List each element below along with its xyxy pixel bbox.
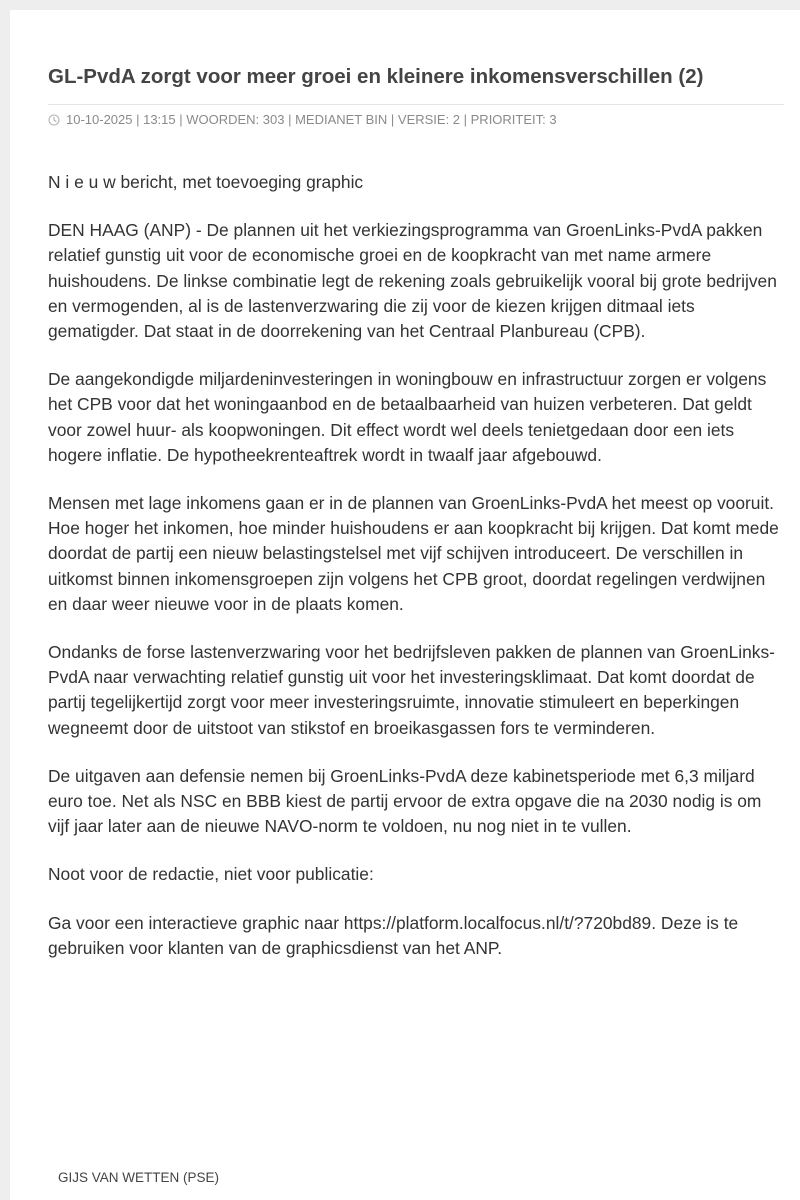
paragraph: De uitgaven aan defensie nemen bij GroenLinks-PvdA deze kabinetsperiode met 6,3 miljard euro toe. Net als NSC en BBB kiest de partij ervoor de extra opgave die na 2030 nodig is om vijf jaar later aan de nieuwe NAVO-norm te voldoen, nu nog niet in te vullen. [48, 765, 762, 837]
article-content [48, 64, 784, 984]
author-byline: GIJS VAN WETTEN (PSE) [58, 1170, 220, 1185]
clock-icon [48, 114, 60, 126]
paragraph: Ondanks de forse lastenverzwaring voor het bedrijfsleven pakken de plannen van GroenLinks-PvdA naar verwachting relatief gunstig uit voor het investeringsklimaat. Dat komt doordat de partij tegelijkertijd zorgt voor meer investeringsruimte, innovatie stimuleert en beperkingen wegneemt door de uitstoot van stikstof en broeikasgassen fors te verminderen. [48, 642, 775, 738]
article-body [48, 170, 784, 961]
paragraph: Mensen met lage inkomens gaan er in de plannen van GroenLinks-PvdA het meest op vooruit. Hoe hoger het inkomen, hoe minder huishoudens er aan koopkracht bij krijgen. Dat komt mede doordat de partij een nieuw belastingstelsel met vijf schijven introduceert. De verschillen in uitkomst binnen inkomensgroepen zijn volgens het CPB groot, doordat regelingen verdwijnen en daar weer nieuwe voor in de plaats komen. [48, 493, 779, 614]
editor-note: Noot voor de redactie, niet voor publicatie: [48, 864, 374, 885]
paragraph: De aangekondigde miljardeninvesteringen in woningbouw en infrastructuur zorgen er volgens het CPB voor dat het woningaanbod en de betaalbaarheid van huizen verbeteren. Dat geldt voor zowel huur- als koopwoningen. Dit effect wordt wel deels tenietgedaan door een iets hogere inflatie. De hypotheekrenteaftrek wordt in twaalf jaar afgebouwd. [48, 369, 767, 465]
paragraph: DEN HAAG (ANP) - De plannen uit het verkiezingsprogramma van GroenLinks-PvdA pakken relatief gunstig uit voor de economische groei en de koopkracht van met name armere huishoudens. De linkse combinatie legt de rekening zoals gebruikelijk vooral bij grote bedrijven en vermogenden, al is de lastenverzwaring die zij voor de kiezen krijgen ditmaal iets gematigder. Dat staat in de doorrekening van het Centraal Planbureau (CPB). [48, 220, 777, 342]
article-title: GL-PvdA zorgt voor meer groei en kleinere inkomensverschillen (2) [48, 65, 704, 88]
graphic-link-paragraph: Ga voor een interactieve graphic naar https://platform.localfocus.nl/t/?720bd89. Deze is te gebruiken voor klanten van de graphicsdienst van het ANP. [48, 912, 739, 958]
meta-text: 10-10-2025 | 13:15 | WOORDEN: 303 | MEDIANET BIN | VERSIE: 2 | PRIORITEIT: 3 [66, 112, 557, 127]
article-meta [48, 104, 784, 129]
paragraph-intro: N i e u w bericht, met toevoeging graphic [48, 172, 364, 192]
article-page [10, 10, 800, 1200]
